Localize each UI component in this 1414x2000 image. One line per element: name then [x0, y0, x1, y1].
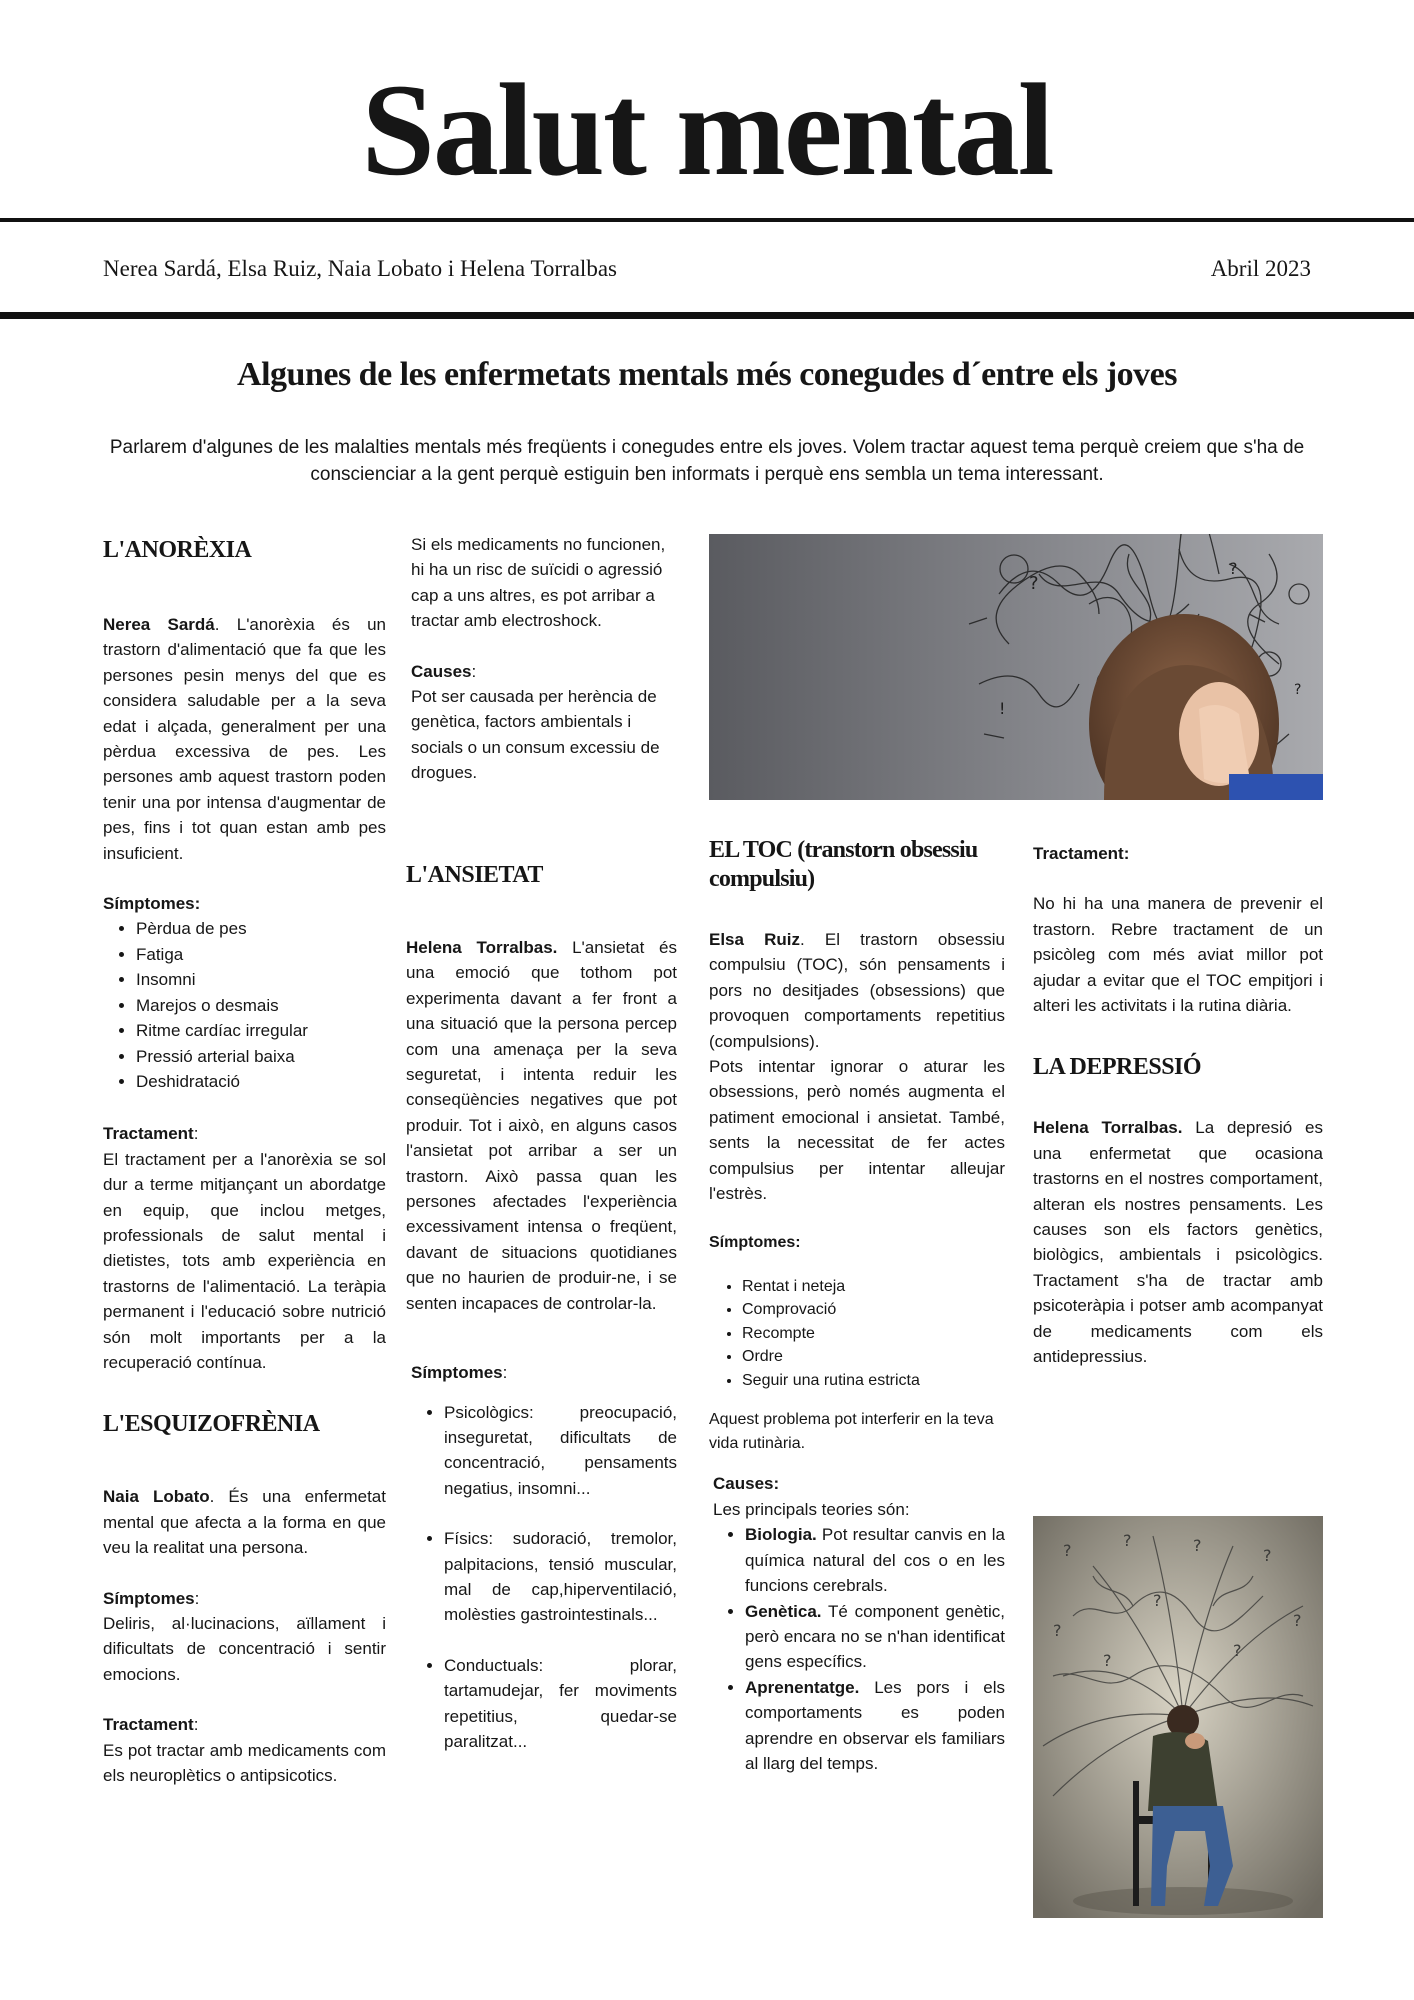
schizo-continuation: Si els medicaments no funcionen, hi ha un risc de suïcidi o agressió cap a uns altres, es pot arribar a tractar amb electroshock. — [411, 535, 666, 631]
depression-illustration — [1033, 1516, 1323, 1918]
schizo-treatment-heading — [103, 1712, 386, 1737]
bottom-rule — [0, 312, 1414, 319]
anorexia-body — [103, 612, 386, 866]
toc-cause-text: Pot resultar canvis en la química natural del cos o en les funcions cerebrals. — [745, 1525, 1005, 1596]
toc-section — [709, 836, 1005, 1776]
anorexia-author: Nerea Sardá — [103, 615, 215, 634]
anxiety-symptom-item: • Conductuals: plorar, tartamudejar, fer moviments repetitius, quedar-se paralitzat... — [444, 1653, 677, 1755]
schizo-symptoms-label: Símptomes — [103, 1588, 195, 1608]
toc-symptoms-list — [709, 1275, 1005, 1393]
anxiety-text: L'ansietat és una emoció que tothom pot experimenta davant a fer front a una situació que la persona percep com una amenaça per la seva seguretat, i intenta reduir les conseqüències negatives que pot produir. Tot i això, en alguns casos l'ansietat pot arribar a ser un trastorn. Això passa quan les persones afectades l'experiència excessivament intensa o freqüent, davant de situacions quotidianes que no haurien de produir-ne, i se senten incapaces de controlar-la. — [406, 938, 677, 1313]
anorexia-symptom-item: • Deshidratació — [136, 1069, 386, 1094]
schizo-treatment-colon: : — [193, 1715, 199, 1735]
column-2 — [411, 532, 676, 786]
toc-cause-text: Les pors i els comportaments es poden aprendre en observar els familiars al llarg del temps. — [745, 1677, 1005, 1773]
anorexia-treatment-label: Tractament — [103, 1124, 194, 1144]
toc-cause-item — [745, 1599, 1005, 1675]
schizo-treatment-label: Tractament — [103, 1715, 194, 1735]
svg-text:?: ? — [1103, 1651, 1112, 1670]
main-headline: Algunes de les enfermetats mentals més conegudes d´entre els joves — [237, 356, 1177, 393]
byline-authors: Nerea Sardá, Elsa Ruiz, Naia Lobato i Helena Torralbas — [103, 256, 617, 281]
schizo-treatment: Es pot tractar amb medicaments com els neuroplètics o antipsicotics. — [103, 1740, 386, 1786]
anorexia-text: . L'anorèxia és un trastorn d'alimentació que fa que les persones pesin menys del que es considera saludable per a la seva edat i alçada, generalment per una pèrdua excessiva de pes. Les persones amb aquest trastorn poden tenir una por intensa d'augmentar de pes, fins i tot quan estan amb pes insuficient. — [103, 615, 387, 863]
anorexia-treatment: El tractament per a l'anorèxia se sol dur a terme mitjançant un abordatge en equip, que inclou metges, professionals de salut mental i dietistes, tots amb experiència en trastorns de l'alimentació. La teràpia permanent i l'educació sobre nutrició són molt importants per a la recuperació contínua. — [103, 1149, 386, 1372]
column-4 — [1033, 841, 1323, 1370]
toc-cause-label: Aprenentatge. — [745, 1677, 860, 1697]
anorexia-symptoms-list — [103, 916, 386, 1094]
masthead-title: Salut mental — [361, 56, 1053, 203]
toc-text: . El trastorn obsessiu compulsiu (TOC), són pensaments i pors no desitjades (obsessions) que provoquen comportaments repetitius (compulsions). — [709, 930, 1005, 1051]
depression-text: La depresió es una enfermetat que ocasiona trastorns en el nostres comportament, alteran els nostres pensaments. Les causes son els factors genètics, biològics, ambientals i psicològics. Tractament s'ha de tractar amb psicoteràpia i potser amb acompanyat de medicaments com els antidepressius. — [1033, 1118, 1324, 1367]
depression-title: LA DEPRESSIÓ — [1033, 1054, 1202, 1081]
toc-author: Elsa Ruiz — [709, 930, 800, 949]
toc-symptom-item: • Comprovació — [742, 1298, 1005, 1322]
anxiety-title: L'ANSIETAT — [406, 862, 543, 888]
toc-symptom-item: • Ordre — [742, 1345, 1005, 1369]
schizo-author: Naia Lobato — [103, 1487, 210, 1507]
anxiety-symptoms-heading — [406, 1360, 677, 1385]
column-1 — [103, 536, 386, 1788]
svg-text:?: ? — [1229, 559, 1238, 578]
svg-text:!: ! — [999, 699, 1006, 718]
anorexia-symptom-item: • Insomni — [136, 967, 386, 992]
schizo-causes-heading — [411, 659, 676, 684]
svg-text:?: ? — [1123, 1531, 1132, 1550]
issue-date: Abril 2023 — [1210, 256, 1311, 281]
anorexia-treatment-heading — [103, 1121, 386, 1146]
toc-symptom-item: • Seguir una rutina estricta — [742, 1369, 1005, 1393]
anorexia-symptom-item: • Pressió arterial baixa — [136, 1044, 386, 1069]
toc-causes-intro: Les principals teories són: — [713, 1499, 910, 1519]
toc-treatment-label: Tractament: — [1033, 844, 1130, 863]
anxiety-photo — [709, 534, 1323, 800]
schizo-causes: Pot ser causada per herència de genètica, factors ambientals i socials o un consum excessiu de drogues. — [411, 687, 660, 783]
toc-cause-text: Té component genètic, però encara no se n'han identificat gens específics. — [745, 1601, 1005, 1672]
anxiety-body — [406, 935, 677, 1316]
toc-symptom-item: • Recompte — [742, 1322, 1005, 1346]
svg-text:?: ? — [1193, 1536, 1202, 1555]
toc-cause-label: Biologia. — [745, 1525, 817, 1545]
anorexia-treatment-colon: : — [193, 1124, 199, 1144]
depression-author: Helena Torralbas. — [1033, 1118, 1183, 1138]
intro-paragraph: Parlarem d'algunes de les malalties mentals més freqüents i conegudes entre els joves. Volem tractar aquest tema perquè creiem que s'ha de conscienciar a la gent perquè estiguin ben informats i perquè ens sembla un tema interessant. — [109, 437, 1305, 485]
toc-causes-label: Causes: — [713, 1474, 780, 1494]
svg-text:?: ? — [1153, 1591, 1162, 1610]
anorexia-symptom-item: • Marejos o desmais — [136, 993, 386, 1018]
anorexia-title: L'ANORÈXIA — [103, 537, 252, 563]
schizo-symptoms-colon: : — [194, 1588, 200, 1608]
svg-text:?: ? — [1063, 1541, 1072, 1560]
svg-text:?: ? — [1233, 1641, 1242, 1660]
toc-cause-item — [745, 1522, 1005, 1598]
toc-symptoms-label: Símptomes: — [709, 1234, 801, 1252]
toc-body-2: Pots intentar ignorar o aturar les obsessions, però només augmenta el patiment emocional i ansietat. També, sents la necessitat de fer actes compulsius per intentar alleujar l'estrès. — [709, 1057, 1005, 1204]
schizo-body — [103, 1484, 386, 1560]
toc-note: Aquest problema pot interferir en la teva vida rutinària. — [709, 1411, 994, 1452]
svg-text:?: ? — [1293, 1611, 1302, 1630]
schizo-causes-colon: : — [471, 661, 477, 681]
anorexia-symptom-item: • Pèrdua de pes — [136, 916, 386, 941]
svg-text:?: ? — [1294, 682, 1302, 698]
anorexia-symptoms-label: Símptomes: — [103, 894, 201, 914]
toc-title: EL TOC (transtorn obsessiu compulsiu) — [709, 837, 978, 892]
schizo-symptoms-heading — [103, 1586, 386, 1611]
schizo-text: . És una enfermetat mental que afecta a la forma en que veu la realitat una persona. — [103, 1487, 386, 1558]
anxiety-symptoms-label: Símptomes — [411, 1363, 503, 1383]
toc-cause-label: Genètica. — [745, 1601, 822, 1621]
schizo-symptoms: Deliris, al·lucinacions, aïllament i dificultats de concentració i sentir emocions. — [103, 1614, 386, 1684]
schizo-causes-label: Causes — [411, 661, 472, 681]
svg-text:?: ? — [1053, 1621, 1062, 1640]
anxiety-illustration — [709, 534, 1323, 800]
anxiety-section — [406, 861, 677, 1754]
toc-symptom-item: • Rentat i neteja — [742, 1275, 1005, 1299]
depression-photo — [1033, 1516, 1323, 1918]
svg-text:?: ? — [1263, 1546, 1272, 1565]
toc-cause-item — [745, 1675, 1005, 1777]
anorexia-symptom-item: • Ritme cardíac irregular — [136, 1018, 386, 1043]
schizo-title: L'ESQUIZOFRÈNIA — [103, 1411, 320, 1438]
anxiety-symptoms-colon: : — [502, 1363, 508, 1383]
top-rule — [0, 218, 1414, 222]
anorexia-symptom-item: • Fatiga — [136, 942, 386, 967]
anxiety-symptom-item: • Psicològics: preocupació, inseguretat, dificultats de concentració, pensaments negatius, insomni... — [444, 1400, 677, 1502]
toc-causes-list — [709, 1522, 1005, 1776]
anxiety-symptoms-list — [406, 1400, 677, 1755]
depression-body — [1033, 1115, 1323, 1369]
anxiety-symptom-item: • Físics: sudoració, tremolor, palpitacions, tensió muscular, mal de cap,hiperventilació, molèsties gastrointestinals... — [444, 1526, 677, 1628]
toc-body — [709, 927, 1005, 1054]
toc-treatment: No hi ha una manera de prevenir el trastorn. Rebre tractament de un psicòleg com més aviat millor pot ajudar a evitar que el TOC empitjori i alteri les activitats i la rutina diària. — [1033, 894, 1323, 1016]
svg-text:?: ? — [1029, 573, 1039, 594]
anxiety-author: Helena Torralbas. — [406, 938, 558, 957]
